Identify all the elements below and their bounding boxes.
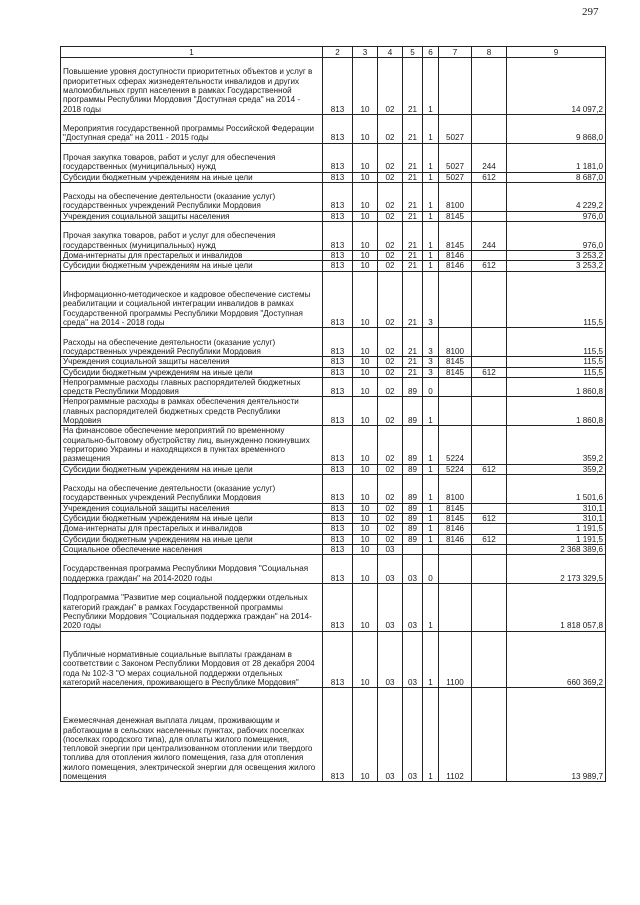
amount: 359,2: [507, 464, 606, 474]
ministry-code: 813: [323, 367, 353, 377]
table-row: [61, 271, 606, 328]
subsection-code: 02: [378, 474, 403, 503]
expense-type-code: 612: [472, 261, 507, 271]
expense-type-code: [472, 555, 507, 584]
amount: 1 818 057,8: [507, 584, 606, 632]
subprogram-code: 1: [423, 513, 439, 523]
table-row: [61, 377, 606, 397]
ministry-code: 813: [323, 474, 353, 503]
subsection-code: 02: [378, 534, 403, 544]
amount: 115,5: [507, 357, 606, 367]
expense-type-code: [472, 211, 507, 221]
budget-table: [60, 46, 606, 782]
table-row: [61, 182, 606, 211]
subprogram-code: 1: [423, 261, 439, 271]
subprogram-code: 1: [423, 474, 439, 503]
expense-type-code: 612: [472, 172, 507, 182]
subsection-code: 03: [378, 631, 403, 688]
ministry-code: 813: [323, 377, 353, 397]
expense-type-code: [472, 584, 507, 632]
expense-type-code: [472, 357, 507, 367]
table-row: [61, 172, 606, 182]
article-code: [439, 555, 472, 584]
article-code: [439, 58, 472, 115]
subsection-code: 02: [378, 211, 403, 221]
expense-type-code: [472, 503, 507, 513]
subsection-code: 02: [378, 250, 403, 260]
program-code: 21: [403, 58, 423, 115]
article-code: 5224: [439, 426, 472, 464]
section-code: 10: [353, 211, 378, 221]
subsection-code: 02: [378, 271, 403, 328]
ministry-code: 813: [323, 688, 353, 782]
amount: 1 860,8: [507, 377, 606, 397]
ministry-code: 813: [323, 172, 353, 182]
expense-type-code: 612: [472, 367, 507, 377]
amount: 1 191,5: [507, 524, 606, 534]
subsection-code: 02: [378, 464, 403, 474]
article-code: [439, 584, 472, 632]
ministry-code: 813: [323, 544, 353, 554]
subprogram-code: 1: [423, 584, 439, 632]
table-row: [61, 58, 606, 115]
ministry-code: 813: [323, 534, 353, 544]
expense-type-code: 612: [472, 534, 507, 544]
program-code: 89: [403, 397, 423, 426]
ministry-code: 813: [323, 250, 353, 260]
article-code: 8145: [439, 503, 472, 513]
subsection-code: 02: [378, 397, 403, 426]
expense-type-code: [472, 58, 507, 115]
table-row: [61, 534, 606, 544]
program-code: 21: [403, 182, 423, 211]
row-name: Субсидии бюджетным учреждениям на иные цели: [61, 261, 323, 271]
subprogram-code: 1: [423, 114, 439, 143]
amount: 1 181,0: [507, 143, 606, 172]
column-header: 8: [472, 47, 507, 58]
subprogram-code: 3: [423, 367, 439, 377]
subsection-code: 02: [378, 524, 403, 534]
ministry-code: 813: [323, 357, 353, 367]
program-code: 21: [403, 114, 423, 143]
subprogram-code: 1: [423, 58, 439, 115]
column-header: 1: [61, 47, 323, 58]
row-name: Прочая закупка товаров, работ и услуг для обеспечения государственных (муниципальных) нужд: [61, 143, 323, 172]
section-code: 10: [353, 513, 378, 523]
article-code: [439, 544, 472, 554]
expense-type-code: 612: [472, 464, 507, 474]
article-code: 8146: [439, 524, 472, 534]
table-row: [61, 426, 606, 464]
amount: 4 229,2: [507, 182, 606, 211]
section-code: 10: [353, 544, 378, 554]
table-row: [61, 250, 606, 260]
table-row: [61, 114, 606, 143]
article-code: 5027: [439, 114, 472, 143]
ministry-code: 813: [323, 143, 353, 172]
ministry-code: 813: [323, 397, 353, 426]
subprogram-code: 1: [423, 688, 439, 782]
row-name: Субсидии бюджетным учреждениям на иные цели: [61, 464, 323, 474]
page-number: 297: [582, 6, 599, 18]
column-header: 2: [323, 47, 353, 58]
table-row: [61, 688, 606, 782]
section-code: 10: [353, 367, 378, 377]
subsection-code: 02: [378, 328, 403, 357]
program-code: 89: [403, 524, 423, 534]
ministry-code: 813: [323, 211, 353, 221]
ministry-code: 813: [323, 555, 353, 584]
column-header-row: [61, 47, 606, 58]
row-name: Мероприятия государственной программы Российской Федерации "Доступная среда" на 2011 - 2015 годы: [61, 114, 323, 143]
row-name: Прочая закупка товаров, работ и услуг для обеспечения государственных (муниципальных) нужд: [61, 222, 323, 251]
program-code: 21: [403, 271, 423, 328]
table-row: [61, 367, 606, 377]
program-code: 89: [403, 513, 423, 523]
program-code: 21: [403, 367, 423, 377]
subsection-code: 02: [378, 143, 403, 172]
ministry-code: 813: [323, 631, 353, 688]
subsection-code: 02: [378, 426, 403, 464]
table-row: [61, 474, 606, 503]
table-row: [61, 631, 606, 688]
program-code: 21: [403, 250, 423, 260]
amount: 660 369,2: [507, 631, 606, 688]
program-code: 03: [403, 555, 423, 584]
section-code: 10: [353, 524, 378, 534]
amount: 115,5: [507, 271, 606, 328]
program-code: 89: [403, 474, 423, 503]
row-name: Субсидии бюджетным учреждениям на иные цели: [61, 534, 323, 544]
row-name: Повышение уровня доступности приоритетных объектов и услуг в приоритетных сферах жизнедеятельности инвалидов и других маломобильных групп населения в рамках Государственной программы Республики Мордовия "Доступная среда" на 2014 - 2018 годы: [61, 58, 323, 115]
program-code: [403, 544, 423, 554]
subsection-code: 02: [378, 367, 403, 377]
program-code: 89: [403, 503, 423, 513]
subprogram-code: 1: [423, 182, 439, 211]
row-name: Ежемесячная денежная выплата лицам, проживающим и работающим в сельских населенных пунктах, рабочих поселках (поселках городского типа), для оплаты жилого помещения, тепловой энергии при централизованном отоплении или твердого топлива для отопления жилого помещения, газа для отопления жилого помещения, электрической энергии для освещения жилого помещения: [61, 688, 323, 782]
subsection-code: 03: [378, 688, 403, 782]
column-header: 9: [507, 47, 606, 58]
ministry-code: 813: [323, 114, 353, 143]
expense-type-code: 612: [472, 513, 507, 523]
subsection-code: 02: [378, 58, 403, 115]
amount: 1 501,6: [507, 474, 606, 503]
section-code: 10: [353, 58, 378, 115]
amount: 3 253,2: [507, 261, 606, 271]
article-code: 8100: [439, 182, 472, 211]
amount: 359,2: [507, 426, 606, 464]
subprogram-code: 1: [423, 503, 439, 513]
article-code: 8146: [439, 534, 472, 544]
program-code: 89: [403, 426, 423, 464]
section-code: 10: [353, 631, 378, 688]
subsection-code: 02: [378, 182, 403, 211]
section-code: 10: [353, 271, 378, 328]
row-name: Непрограммные расходы в рамках обеспечения деятельности главных распорядителей бюджетных средств Республики Мордовия: [61, 397, 323, 426]
section-code: 10: [353, 584, 378, 632]
section-code: 10: [353, 555, 378, 584]
amount: 976,0: [507, 211, 606, 221]
amount: 115,5: [507, 328, 606, 357]
ministry-code: 813: [323, 261, 353, 271]
row-name: Учреждения социальной защиты населения: [61, 503, 323, 513]
program-code: 21: [403, 172, 423, 182]
table-row: [61, 464, 606, 474]
expense-type-code: [472, 250, 507, 260]
row-name: Информационно-методическое и кадровое обеспечение системы реабилитации и социальной интеграции инвалидов в рамках Государственной программы Республики Мордовия "Доступная среда" на 2014 - 2018 годы: [61, 271, 323, 328]
program-code: 21: [403, 261, 423, 271]
article-code: 8145: [439, 211, 472, 221]
column-header: 6: [423, 47, 439, 58]
expense-type-code: [472, 544, 507, 554]
amount: 1 191,5: [507, 534, 606, 544]
row-name: Расходы на обеспечение деятельности (оказание услуг) государственных учреждений Республики Мордовия: [61, 474, 323, 503]
article-code: [439, 397, 472, 426]
subprogram-code: 1: [423, 464, 439, 474]
expense-type-code: 244: [472, 222, 507, 251]
table-row: [61, 503, 606, 513]
program-code: 21: [403, 211, 423, 221]
subsection-code: 03: [378, 544, 403, 554]
ministry-code: 813: [323, 182, 353, 211]
article-code: 8146: [439, 250, 472, 260]
amount: 1 860,8: [507, 397, 606, 426]
row-name: Субсидии бюджетным учреждениям на иные цели: [61, 172, 323, 182]
expense-type-code: [472, 377, 507, 397]
article-code: 8145: [439, 357, 472, 367]
amount: 2 368 389,6: [507, 544, 606, 554]
column-header: 4: [378, 47, 403, 58]
expense-type-code: [472, 182, 507, 211]
ministry-code: 813: [323, 524, 353, 534]
table-row: [61, 211, 606, 221]
row-name: Дома-интернаты для престарелых и инвалидов: [61, 250, 323, 260]
ministry-code: 813: [323, 222, 353, 251]
row-name: Непрограммные расходы главных распорядителей бюджетных средств Республики Мордовия: [61, 377, 323, 397]
section-code: 10: [353, 143, 378, 172]
amount: 9 868,0: [507, 114, 606, 143]
expense-type-code: [472, 328, 507, 357]
section-code: 10: [353, 503, 378, 513]
section-code: 10: [353, 474, 378, 503]
article-code: 8100: [439, 328, 472, 357]
expense-type-code: [472, 397, 507, 426]
subsection-code: 03: [378, 584, 403, 632]
row-name: Расходы на обеспечение деятельности (оказание услуг) государственных учреждений Республики Мордовия: [61, 182, 323, 211]
table-row: [61, 544, 606, 554]
article-code: 5224: [439, 464, 472, 474]
section-code: 10: [353, 688, 378, 782]
amount: 2 173 329,5: [507, 555, 606, 584]
row-name: Расходы на обеспечение деятельности (оказание услуг) государственных учреждений Республики Мордовия: [61, 328, 323, 357]
ministry-code: 813: [323, 584, 353, 632]
row-name: Учреждения социальной защиты населения: [61, 211, 323, 221]
expense-type-code: 244: [472, 143, 507, 172]
amount: 3 253,2: [507, 250, 606, 260]
subprogram-code: 1: [423, 534, 439, 544]
section-code: 10: [353, 250, 378, 260]
subsection-code: 02: [378, 222, 403, 251]
row-name: Социальное обеспечение населения: [61, 544, 323, 554]
program-code: 89: [403, 377, 423, 397]
subprogram-code: 1: [423, 397, 439, 426]
article-code: 1102: [439, 688, 472, 782]
section-code: 10: [353, 222, 378, 251]
subprogram-code: 3: [423, 328, 439, 357]
expense-type-code: [472, 426, 507, 464]
subprogram-code: 1: [423, 222, 439, 251]
amount: 310,1: [507, 513, 606, 523]
section-code: 10: [353, 172, 378, 182]
row-name: Субсидии бюджетным учреждениям на иные цели: [61, 513, 323, 523]
table-row: [61, 222, 606, 251]
program-code: 21: [403, 143, 423, 172]
section-code: 10: [353, 534, 378, 544]
program-code: 03: [403, 631, 423, 688]
subsection-code: 03: [378, 555, 403, 584]
table-row: [61, 397, 606, 426]
article-code: [439, 271, 472, 328]
subprogram-code: 1: [423, 172, 439, 182]
subprogram-code: 1: [423, 211, 439, 221]
row-name: Учреждения социальной защиты населения: [61, 357, 323, 367]
subsection-code: 02: [378, 513, 403, 523]
subprogram-code: 1: [423, 250, 439, 260]
subsection-code: 02: [378, 114, 403, 143]
ministry-code: 813: [323, 328, 353, 357]
program-code: 89: [403, 534, 423, 544]
article-code: 8145: [439, 513, 472, 523]
row-name: На финансовое обеспечение мероприятий по временному социально-бытовому обустройству лиц, вынужденно покинувших территорию Украины и находящихся в пунктах временного размещения: [61, 426, 323, 464]
article-code: 8145: [439, 367, 472, 377]
article-code: 1100: [439, 631, 472, 688]
amount: 14 097,2: [507, 58, 606, 115]
program-code: 21: [403, 328, 423, 357]
subprogram-code: 3: [423, 357, 439, 367]
table-row: [61, 357, 606, 367]
ministry-code: 813: [323, 503, 353, 513]
section-code: 10: [353, 328, 378, 357]
section-code: 10: [353, 182, 378, 211]
section-code: 10: [353, 261, 378, 271]
expense-type-code: [472, 114, 507, 143]
expense-type-code: [472, 631, 507, 688]
ministry-code: 813: [323, 58, 353, 115]
subprogram-code: 3: [423, 271, 439, 328]
table-row: [61, 513, 606, 523]
ministry-code: 813: [323, 271, 353, 328]
table-row: [61, 524, 606, 534]
expense-type-code: [472, 271, 507, 328]
table-row: [61, 584, 606, 632]
table-row: [61, 143, 606, 172]
table-row: [61, 261, 606, 271]
program-code: 03: [403, 688, 423, 782]
amount: 976,0: [507, 222, 606, 251]
article-code: 8146: [439, 261, 472, 271]
section-code: 10: [353, 114, 378, 143]
ministry-code: 813: [323, 513, 353, 523]
expense-type-code: [472, 688, 507, 782]
subprogram-code: 1: [423, 143, 439, 172]
amount: 8 687,0: [507, 172, 606, 182]
program-code: 21: [403, 222, 423, 251]
program-code: 21: [403, 357, 423, 367]
section-code: 10: [353, 357, 378, 367]
row-name: Дома-интернаты для престарелых и инвалидов: [61, 524, 323, 534]
table-row: [61, 328, 606, 357]
article-code: 5027: [439, 143, 472, 172]
subprogram-code: 1: [423, 426, 439, 464]
subsection-code: 02: [378, 261, 403, 271]
column-header: 3: [353, 47, 378, 58]
section-code: 10: [353, 377, 378, 397]
amount: 13 989,7: [507, 688, 606, 782]
row-name: Подпрограмма "Развитие мер социальной поддержки отдельных категорий граждан" в рамках Государственной программы Республики Мордовия "Социальная поддержка граждан" на 2014-2020 годы: [61, 584, 323, 632]
article-code: 8145: [439, 222, 472, 251]
article-code: 8100: [439, 474, 472, 503]
column-header: 7: [439, 47, 472, 58]
expense-type-code: [472, 474, 507, 503]
section-code: 10: [353, 426, 378, 464]
program-code: 03: [403, 584, 423, 632]
subprogram-code: 1: [423, 524, 439, 534]
row-name: Государственная программа Республики Мордовия "Социальная поддержка граждан" на 2014-2020 годы: [61, 555, 323, 584]
article-code: 5027: [439, 172, 472, 182]
program-code: 89: [403, 464, 423, 474]
subsection-code: 02: [378, 503, 403, 513]
article-code: [439, 377, 472, 397]
section-code: 10: [353, 397, 378, 426]
subsection-code: 02: [378, 172, 403, 182]
subsection-code: 02: [378, 377, 403, 397]
amount: 115,5: [507, 367, 606, 377]
subprogram-code: [423, 544, 439, 554]
section-code: 10: [353, 464, 378, 474]
subprogram-code: 1: [423, 631, 439, 688]
expense-type-code: [472, 524, 507, 534]
subprogram-code: 0: [423, 555, 439, 584]
row-name: Субсидии бюджетным учреждениям на иные цели: [61, 367, 323, 377]
subsection-code: 02: [378, 357, 403, 367]
amount: 310,1: [507, 503, 606, 513]
column-header: 5: [403, 47, 423, 58]
ministry-code: 813: [323, 426, 353, 464]
table-row: [61, 555, 606, 584]
ministry-code: 813: [323, 464, 353, 474]
row-name: Публичные нормативные социальные выплаты гражданам в соответствии с Законом Республики Мордовия от 28 декабря 2004 года № 102-З "О мерах социальной поддержки отдельных категорий населения, проживающего в Республике Мордовия": [61, 631, 323, 688]
subprogram-code: 0: [423, 377, 439, 397]
